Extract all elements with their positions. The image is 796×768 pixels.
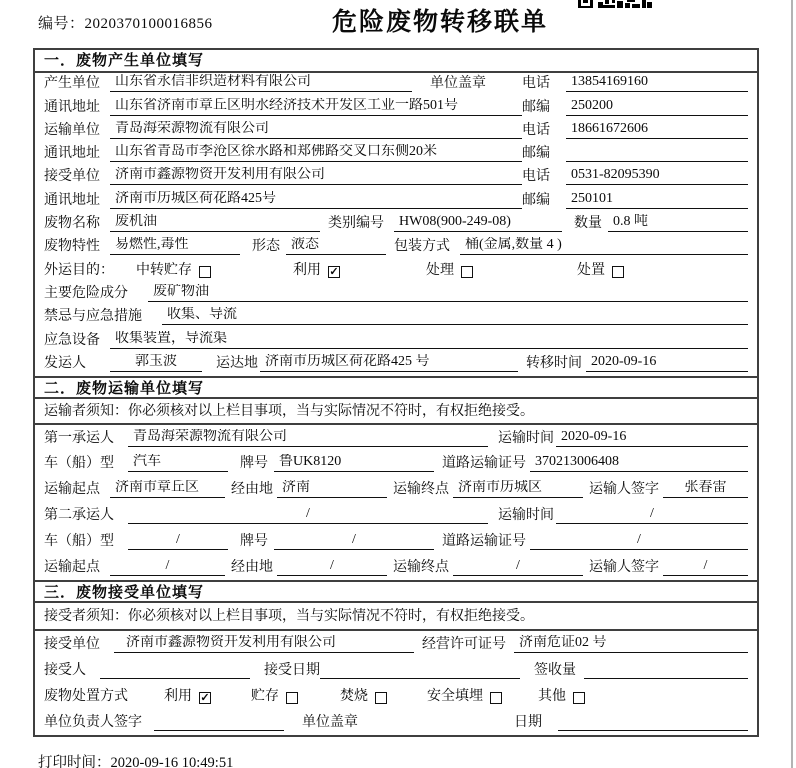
- accept-unit-value: 济南市鑫源物资开发利用有限公司: [114, 635, 414, 653]
- field-label: 运输单位: [44, 122, 100, 138]
- receiver-phone-value: 0531-82095390: [566, 167, 748, 185]
- field-label: 数量: [574, 216, 602, 232]
- first-end-value: 济南市历城区: [453, 480, 583, 498]
- receiver-row: [35, 166, 757, 189]
- emergency-measures-value: 收集、导流: [162, 307, 748, 325]
- hazard-components-value: 废矿物油: [148, 284, 748, 302]
- field-label: 牌号: [240, 533, 268, 549]
- transporter-value: 青岛海荣源物流有限公司: [110, 121, 522, 139]
- field-label: 道路运输证号: [442, 456, 526, 472]
- first-transport-time-value: 2020-09-16: [556, 429, 748, 447]
- field-label: 包装方式: [394, 239, 450, 255]
- manifest-form-table: [33, 48, 759, 737]
- checkbox-icon: [573, 692, 585, 704]
- field-label: 接受人: [44, 662, 86, 678]
- field-label: 产生单位: [44, 76, 100, 92]
- field-label: 电话: [522, 76, 550, 92]
- field-label: 发运人: [44, 355, 86, 371]
- option-label: 利用: [164, 688, 192, 704]
- received-quantity-value: [584, 677, 748, 679]
- first-vehicle-row: [35, 451, 757, 477]
- section-receiver: [35, 580, 757, 735]
- receiver-address-value: 济南市历城区荷花路425号: [110, 191, 522, 209]
- second-transport-time-value: /: [556, 506, 748, 524]
- field-label: 第二承运人: [44, 508, 114, 524]
- field-label: 运输终点: [393, 559, 449, 575]
- field-label: 牌号: [240, 456, 268, 472]
- option-label: 中转贮存: [136, 262, 192, 278]
- disposal-option-other: [538, 688, 585, 705]
- sign-date-value: [558, 729, 748, 731]
- option-label: 安全填埋: [427, 688, 483, 704]
- field-label: 废物处置方式: [44, 688, 128, 704]
- option-label: 利用: [293, 262, 321, 278]
- field-label: 禁忌与应急措施: [44, 309, 142, 325]
- checkbox-icon: [490, 692, 502, 704]
- field-label: 废物特性: [44, 239, 100, 255]
- accept-date-value: [320, 677, 520, 679]
- waste-trait-value: 易燃性,毒性: [110, 237, 240, 255]
- hazard-components-row: [35, 283, 757, 306]
- field-label: 接受日期: [264, 662, 320, 678]
- purpose-option-storage: [136, 262, 211, 279]
- field-label: 运输时间: [498, 508, 554, 524]
- second-plate-value: /: [274, 532, 434, 550]
- field-label: 运输起点: [44, 559, 100, 575]
- qr-code-fragment-icon: [578, 0, 652, 10]
- acceptor-value: [100, 677, 250, 679]
- field-label: 运达地: [216, 355, 258, 371]
- second-carrier-row: [35, 502, 757, 528]
- first-road-permit-value: 370213006408: [530, 454, 748, 472]
- field-label: 电话: [522, 169, 550, 185]
- waste-name-value: 废机油: [110, 214, 320, 232]
- receiver-zip-value: 250101: [566, 191, 748, 209]
- disposal-method-row: [35, 683, 757, 709]
- page-edge-divider: [791, 0, 793, 768]
- field-label: 通讯地址: [44, 99, 100, 115]
- field-label: 运输起点: [44, 482, 100, 498]
- field-label: 邮编: [522, 192, 550, 208]
- first-carrier-row: [35, 425, 757, 451]
- field-label: 废物名称: [44, 216, 100, 232]
- section2-header: 二．废物运输单位填写: [35, 376, 757, 399]
- field-label: 运输终点: [393, 482, 449, 498]
- producer-zip-value: 250200: [566, 98, 748, 116]
- producer-address-row: [35, 96, 757, 119]
- checkbox-icon: [461, 266, 473, 278]
- field-label: 主要危险成分: [44, 285, 128, 301]
- field-label: 单位负责人签字: [44, 714, 142, 730]
- second-route-row: [35, 554, 757, 580]
- field-label: 运输人签字: [589, 482, 659, 498]
- page-title: 危险废物转移联单: [331, 9, 548, 36]
- field-label: 转移时间: [526, 355, 582, 371]
- transporter-row: [35, 120, 757, 143]
- emergency-measures-row: [35, 306, 757, 329]
- field-label: 通讯地址: [44, 146, 100, 162]
- emergency-equipment-value: 收集装置，导流渠: [110, 331, 748, 349]
- serial-value: 2020370100016856: [84, 16, 213, 32]
- field-label: 类别编号: [328, 216, 384, 232]
- checkbox-icon: [375, 692, 387, 704]
- disposal-option-incinerate: [340, 688, 387, 705]
- first-carrier-signature-value: 张春雷: [663, 480, 748, 498]
- serial-label: 编号：: [38, 16, 85, 32]
- print-time-label: 打印时间：: [38, 755, 111, 768]
- purpose-option-use: [293, 262, 340, 279]
- second-origin-value: /: [110, 558, 225, 576]
- field-label: 签收量: [534, 662, 576, 678]
- transfer-date-value: 2020-09-16: [586, 354, 748, 372]
- field-label: 运输人签字: [589, 559, 659, 575]
- option-label: 处置: [577, 262, 605, 278]
- transporter-address-value: 山东省青岛市李沧区徐水路和郑佛路交叉口东侧20米: [110, 144, 522, 162]
- accept-unit-row: [35, 631, 757, 657]
- license-number-value: 济南危证02 号: [514, 635, 748, 653]
- field-label: 应急设备: [44, 332, 100, 348]
- field-label: 运输时间: [498, 430, 554, 446]
- first-carrier-value: 青岛海荣源物流有限公司: [128, 429, 488, 447]
- signature-row: [35, 709, 757, 735]
- disposal-option-use: [164, 688, 211, 705]
- field-label: 日期: [514, 714, 542, 730]
- section-transporter: [35, 376, 757, 580]
- field-label: 第一承运人: [44, 430, 114, 446]
- section3-header: 三．废物接受单位填写: [35, 580, 757, 603]
- second-vehicle-row: [35, 528, 757, 554]
- field-label: 接受单位: [44, 636, 100, 652]
- field-label: 道路运输证号: [442, 533, 526, 549]
- checkbox-icon: [612, 266, 624, 278]
- field-label: 邮编: [522, 146, 550, 162]
- first-vehicle-type-value: 汽车: [128, 454, 228, 472]
- first-plate-value: 鲁UK8120: [274, 454, 434, 472]
- acceptor-row: [35, 657, 757, 683]
- producer-value: 山东省永信非织造材料有限公司: [110, 74, 412, 92]
- waste-quantity-value: 0.8 吨: [608, 214, 748, 232]
- first-via-value: 济南: [277, 480, 387, 498]
- checkbox-checked-icon: ✓: [200, 691, 210, 704]
- field-label: 车（船）型: [44, 456, 114, 472]
- option-label: 处理: [426, 262, 454, 278]
- carrier-notice: 运输者须知：你必须核对以上栏目事项，当与实际情况不符时，有权拒绝接受。: [35, 399, 757, 425]
- option-label: 贮存: [251, 688, 279, 704]
- transporter-address-row: [35, 143, 757, 166]
- field-label: 接受单位: [44, 169, 100, 185]
- option-label: 焚烧: [340, 688, 368, 704]
- shipper-value: 郭玉波: [110, 354, 202, 372]
- field-label: 邮编: [522, 99, 550, 115]
- packing-value: 桶(金属,数量 4 ): [460, 237, 748, 255]
- seal-label: 单位盖章: [430, 76, 486, 92]
- waste-form-value: 液态: [286, 237, 386, 255]
- seal-label: 单位盖章: [302, 714, 358, 730]
- producer-phone-value: 13854169160: [566, 74, 748, 92]
- section1-header: 一．废物产生单位填写: [35, 50, 757, 73]
- print-time-value: 2020-09-16 10:49:51: [110, 755, 234, 768]
- field-label: 外运目的：: [44, 262, 114, 278]
- print-time-line: [38, 751, 233, 768]
- field-label: 经由地: [231, 482, 273, 498]
- option-label: 其他: [538, 688, 566, 704]
- checkbox-icon: [286, 692, 298, 704]
- transporter-zip-value: [566, 160, 748, 162]
- second-road-permit-value: /: [530, 532, 748, 550]
- producer-address-value: 山东省济南市章丘区明水经济技术开发区工业一路501号: [110, 98, 522, 116]
- second-via-value: /: [277, 558, 387, 576]
- receiver-notice: 接受者须知：你必须核对以上栏目事项，当与实际情况不符时，有权拒绝接受。: [35, 603, 757, 631]
- checkbox-icon: [199, 266, 211, 278]
- section-producer: [35, 50, 757, 376]
- disposal-option-landfill: [427, 688, 502, 705]
- producer-row: [35, 73, 757, 96]
- waste-trait-row: [35, 236, 757, 259]
- second-carrier-signature-value: /: [663, 558, 748, 576]
- purpose-option-dispose: [577, 262, 624, 279]
- field-label: 电话: [522, 122, 550, 138]
- waste-category-value: HW08(900-249-08): [394, 214, 562, 232]
- first-origin-value: 济南市章丘区: [110, 480, 225, 498]
- shipper-row: [35, 353, 757, 376]
- first-route-row: [35, 476, 757, 502]
- receiver-value: 济南市鑫源物资开发利用有限公司: [110, 167, 522, 185]
- field-label: 经营许可证号: [422, 636, 506, 652]
- field-label: 形态: [252, 239, 280, 255]
- transfer-purpose-row: [35, 259, 757, 282]
- disposal-option-store: [251, 688, 298, 705]
- destination-value: 济南市历城区荷花路425 号: [260, 354, 518, 372]
- field-label: 通讯地址: [44, 192, 100, 208]
- emergency-equipment-row: [35, 329, 757, 352]
- second-vehicle-type-value: /: [128, 532, 228, 550]
- waste-name-row: [35, 213, 757, 236]
- second-carrier-value: /: [128, 506, 488, 524]
- purpose-option-treat: [426, 262, 473, 279]
- head-signature-value: [154, 729, 284, 731]
- second-end-value: /: [453, 558, 583, 576]
- receiver-address-row: [35, 189, 757, 212]
- transporter-phone-value: 18661672606: [566, 121, 748, 139]
- checkbox-checked-icon: ✓: [329, 265, 339, 278]
- field-label: 经由地: [231, 559, 273, 575]
- field-label: 车（船）型: [44, 533, 114, 549]
